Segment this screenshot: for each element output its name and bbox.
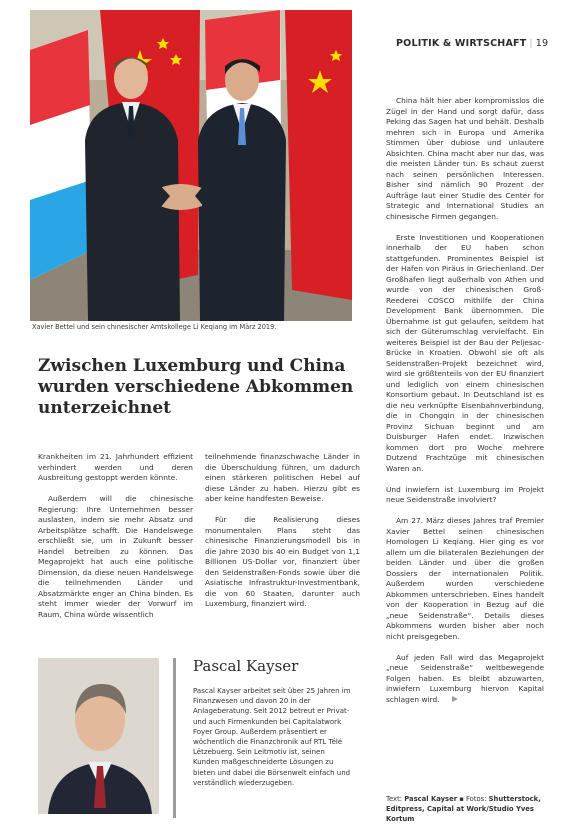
credits-photos-sources: Shutterstock, Editpress, Capital at Work/Studio Yves Kortum bbox=[386, 795, 541, 823]
main-photo bbox=[30, 10, 352, 321]
author-portrait-illustration bbox=[38, 658, 159, 814]
author-name: Pascal Kayser bbox=[193, 657, 299, 675]
credits-text-author: Pascal Kayser bbox=[404, 795, 458, 803]
credits-divider-icon: ▪ bbox=[459, 795, 464, 803]
photo-caption: Xavier Bettel und sein chinesischer Amtskollege Li Keqiang im März 2019. bbox=[32, 323, 277, 331]
author-bio: Pascal Kayser arbeitet seit über 25 Jahren im Finanzwesen und davon 20 in der Anlageberatung. Seit 2012 betreut er Privat- und auch Firmenkunden bei Capitalatwork Foyer Group. Außerdem präsentiert er wöchentlich die Finanzchronik auf RTL Télé Lëtzebuerg. Sein Leitmotiv ist, seinen Kunden maßgeschneiderte Lösungen zu bieten und dabei die Börsenwelt einfach und verständlich wiederzugeben. bbox=[193, 687, 351, 787]
credits-photos-label: Fotos: bbox=[466, 795, 487, 803]
paragraph: Für die Realisierung dieses monumentalen Plans steht das chinesische Finanzierungsmodell bis in die Jahre 2030 bis 40 ein Budget von 1,1 Billionen US-Dollar vor, finanziert über den Seidenstraßen-Fonds sowie über die Asiatische Infrastruktur-Investmentbank, die von 60 Staaten, darunter auch Luxemburg, finanziert wird. bbox=[205, 515, 360, 608]
paragraph: Am 27. März dieses Jahres traf Premier Xavier Bettel seinen chinesischen Homologen Li Keqiang. Hier ging es vor allem um die bilateralen Beziehungen der beiden Länder und über die großen Dossiers der internationalen Politik. Außerdem wurden verschiedene Abkommen unterschrieben. Eines handelt von der Kooperation in Bezug auf die „neue Seidenstraße“. Details dieses Abkommens wurden bisher aber noch nicht preisgegeben. bbox=[386, 516, 544, 641]
credits bbox=[386, 794, 546, 824]
paragraph: teilnehmende finanzschwache Länder in die Überschuldung führen, um dadurch einen stärkeren politischen Hebel auf diese Länder zu haben. Hierzu gibt es aber keine handfesten Beweise. bbox=[205, 452, 360, 503]
author-portrait bbox=[38, 658, 159, 814]
end-of-article-icon bbox=[442, 695, 448, 701]
paragraph-text: Auf jeden Fall wird das Megaprojekt „neue Seidenstraße“ weltbewegende Folgen haben. Es bleibt abzuwarten, inwiefern Luxemburg hiervon Kapital schlagen wird. bbox=[386, 652, 544, 704]
paragraph: Außerdem will die chinesische Regierung: Ihre Unternehmen besser auslasten, indem sie mehr Absatz und Arbeitsplätze schafft. Die Handelswege erschließt sie, um in Zukunft besser Handel betreiben zu können. Das Megaprojekt hat auch eine politische Dimension, da diese neuen Handelswege die teilnehmenden Länder und Absatzmärkte enger an China binden. Es steht immer wieder der Vorwurf im Raum, China würde wissentlich bbox=[38, 494, 193, 619]
paragraph-final bbox=[386, 653, 544, 706]
handshake-photo-illustration bbox=[30, 10, 352, 321]
section-title: POLITIK & WIRTSCHAFT bbox=[396, 38, 527, 49]
paragraph: Erste Investitionen und Kooperationen innerhalb der EU haben schon stattgefunden. Prominentes Beispiel ist der Hafen von Piräus in Griechenland. Der Großhafen liegt außerhalb von Athen und wurde von der chinesischen Groß-Reederei COSCO mithilfe der China Development Bank übernommen. Die Übernahme ist gut gelaufen, seitdem hat sich der Güterumschlag vervielfacht. Ein weiteres Beispiel ist der Bau der Peljesac-Brücke in Kroatien. Obwohl sie oft als Seidenstraßen-Projekt bezeichnet wird, wird sie größtenteils von der EU finanziert und lediglich von einem chinesischen Konsortium gebaut. In Deutschland ist es die neu verknüpfte Eisenbahnverbindung, die in Chongqin in der chinesischen Provinz Sichuan beginnt und am Duisburger Hafen endet. Inzwischen kommen dort pro Woche mehrere Dutzend Frachtzüge mit chinesischen Waren an. bbox=[386, 232, 544, 473]
article-column-middle bbox=[205, 452, 360, 620]
article-headline: Zwischen Luxemburg und China wurden verschiedene Abkommen unterzeichnet bbox=[38, 356, 354, 418]
paragraph: Krankheiten im 21. Jahrhundert effizient verhindert werden und deren Ausbreitung gestoppt werden könnte. bbox=[38, 452, 193, 482]
paragraph: China hält hier aber kompromisslos die Zügel in der Hand und sorgt dafür, dass Peking das Sagen hat und behält. Deshalb mehren sich in Europa und Amerika Stimmen über dubiose und unlautere Absichten. China macht aber nur das, was die meisten Länder tun. Es schaut zuerst nach seinen persönlichen Interessen. Bisher sind nämlich 90 Prozent der Aufträge laut einer Studie des Center for Strategic and International Studies an chinesische Firmen gegangen. bbox=[386, 96, 544, 221]
subheading-question: Und inwiefern ist Luxemburg im Projekt neue Seidenstraße involviert? bbox=[386, 484, 544, 504]
header-divider: | bbox=[529, 38, 533, 49]
page-number: 19 bbox=[535, 38, 549, 49]
credits-text-label: Text: bbox=[386, 795, 403, 803]
section-header bbox=[396, 38, 549, 49]
article-column-left bbox=[38, 452, 193, 631]
author-box-divider bbox=[173, 658, 176, 818]
article-column-right bbox=[386, 96, 544, 716]
